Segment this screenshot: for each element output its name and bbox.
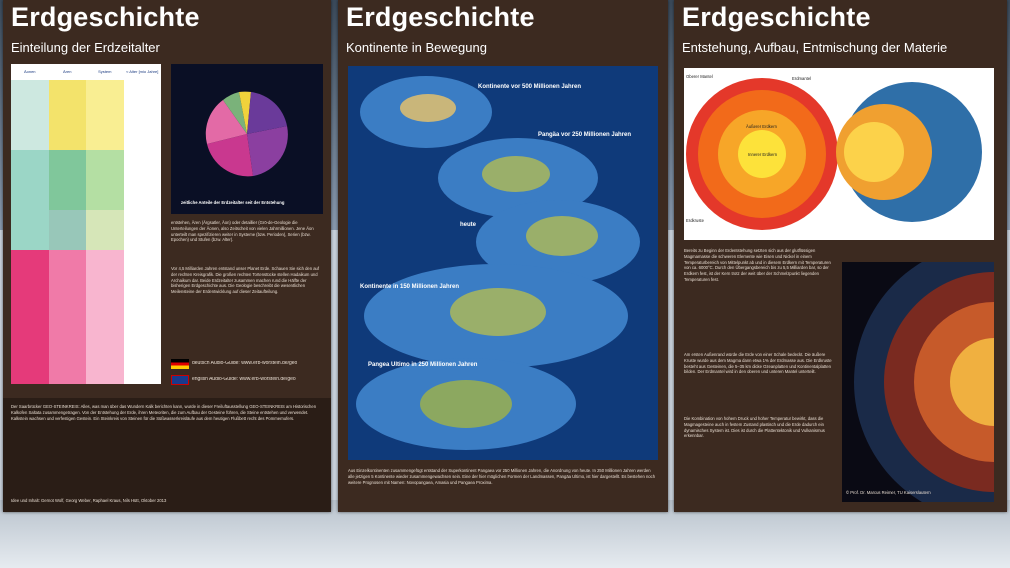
layer-label: Innerer Erdkern	[748, 152, 778, 157]
audio-guide-label: deutsch Audio-Guide: www.erb-worstein.de/geo	[192, 361, 298, 367]
text-block: Vor 4,5 Milliarden Jahren entstand unser Planet Erde. Schauen Sie sich den auf der rechten Kreisgrafik. Die großen rechten Tortenstücke stellen Hadaikum und Archaikum dar. Beide Erdzeitalter zusammen machen rund die Hälfte der bisherigen Erdgeschichte aus. Die Geologie beschreibt die wesentlichen Meilensteine der Erdentwicklung auf dieser Zeitaufteilung.	[171, 266, 320, 295]
layer-label: Erdkruste	[686, 218, 704, 223]
earth-cross-section-image	[842, 262, 994, 502]
table-header	[11, 64, 161, 80]
panel-subtitle: Entstehung, Aufbau, Entmischung der Materie	[682, 40, 948, 55]
text-block: Die Kombination von hohem Druck und hoher Temperatur bewirkt, dass die Magmagesteine auch in festem Zustand plastisch und die Erde dadurch ein dynamisches System ist. Dies ist durch die Plattentektonik und Vulkanismus erkennbar.	[684, 416, 825, 439]
table-header-cell: Äonen	[23, 69, 36, 74]
text-block: entstehen, Ären (Ärgsatler, Äon) oder detaillier (Grö-de-Geologie die Unterteilungen der Äonen, also Zeitscheit von vielen Jahrmillionen. Jene Äon unterteilt man spezifizieren weiter in Systeme (bzw. Perioden), Serien (bzw. Epochen) und Stufen (bzw. Alter).	[171, 220, 314, 243]
panel-materie	[674, 0, 1007, 512]
audio-guide-label: english Audio-Guide: www.erb-worstein.de/geo	[192, 377, 296, 383]
layer-label: Erdmantel	[792, 76, 812, 81]
pie-slice-hadaikum	[247, 126, 288, 176]
table-row	[11, 80, 161, 150]
table-header-cell: System	[98, 69, 112, 74]
map-label: Pangea Ultimo in 250 Millionen Jahren	[368, 362, 478, 368]
audio-guide-en[interactable]	[171, 378, 296, 382]
geologic-time-table	[11, 64, 161, 384]
map-label: Kontinente vor 500 Millionen Jahren	[478, 84, 582, 90]
panel-kontinente	[338, 0, 668, 512]
panel-title: Erdgeschichte	[11, 2, 200, 32]
table-header-cell: ≈ Alter [mio Jahre]	[126, 69, 159, 74]
image-credit: © Prof. Dr. Marcus Reimer, TU Kaiserslautern	[846, 490, 931, 495]
pie-caption: zeitliche Anteile der Erdzeitalter seit der Entstehung	[181, 200, 285, 205]
table-row	[11, 250, 161, 384]
layer-label: Äußerer Erdkern	[746, 124, 777, 129]
panel-erdzeitalter	[3, 0, 331, 512]
panel-title: Erdgeschichte	[346, 2, 535, 32]
flag-de-icon	[171, 359, 189, 369]
earth-layers-diagram	[684, 68, 994, 240]
footer-text: Aus Einzelkontinenten zusammengefügt entstand der Superkontinent Pangaea vor 250 Millionen Jahren, die Anordnung von heute. In 250 Millionen Jahren werden alle jetzigen 5 Kontinente wieder zusammengewachsen sein. Eine der hier möglichen Formen der Landmassen, Pangäa Ultimo, ist hier dargestellt. Es bestehen noch weitere Prognosen mit Namen: Novopangaea, Amasia und Pangaea Proxima.	[348, 468, 656, 485]
text-block: Bereits zu Beginn der Erdentstehung setzten sich aus der glutflüssigen Magmamasse die schweren Elemente wie Eisen und Nickel in einem Temperaturbereich von Mittelpunkt ab und in diesem Erdkern mit Temperaturen von ca. 6000°C. Durch den Übergangsbereich bis zu 5,5 Milliarden bar, so der Erdkern fest, ist der Kern trotz der weit über der Schmelzpunkt liegenden Temperaturen fest.	[684, 248, 831, 282]
text-block: Am ersten Außenrand würde die Erde von einer Schale bedeckt. Die äußere Kruste wurde aus dem Magma dann etwa 1% der Erdmasse aus. Die Erdkruste besteht aus Gesteinen, die 5–35 km dicke Ozeanplatten und Kontinentalplatten bilden. Der Erdmantel wird in den oberen und unteren Mantel unterteilt.	[684, 352, 832, 375]
map-label: Kontinente in 150 Millionen Jahren	[360, 284, 460, 290]
flag-uk-icon	[171, 375, 189, 385]
table-row	[11, 150, 161, 210]
panel-subtitle: Einteilung der Erdzeitalter	[11, 40, 160, 55]
layer-label: Oberer Mantel	[686, 74, 713, 79]
panel-subtitle: Kontinente in Bewegung	[346, 40, 487, 55]
table-header-cell: Ären	[63, 69, 72, 74]
table-row	[11, 210, 161, 250]
era-pie-chart	[171, 64, 323, 214]
map-label: Pangäa vor 250 Millionen Jahren	[538, 132, 632, 138]
footer-section	[3, 398, 331, 512]
map-label: heute	[460, 222, 477, 228]
footer-text: Der Saarbrücker GEO-STEINKREIS: Alles, was man über das Wundern Kalk berichten kann, wurde in dieser Freiluftausstellung GEO-STEINKREIS am Historischen Kalkofen Saltata zusammengetragen. Von der Entstehung der Erde, ihren Meteoriten, die zum Aufbau der Gesteine führen, die Steine entstehen und verwendet. Kalkstein wachsen und verfestigen Gestein. Ein Steinkreis von Steinen für die Süßwasserkreisläufe aus dem heutigen Flußbett recht des Pommernufers.	[11, 404, 317, 421]
panel-title: Erdgeschichte	[682, 2, 871, 32]
audio-guide-de[interactable]	[171, 362, 297, 366]
footer-credit: Idee und Inhalt: Gernot Wolf, Georg Weber, Raphael Kraus, Nils Hütt, Oktober 2013	[11, 498, 167, 503]
continent-maps	[348, 66, 658, 460]
